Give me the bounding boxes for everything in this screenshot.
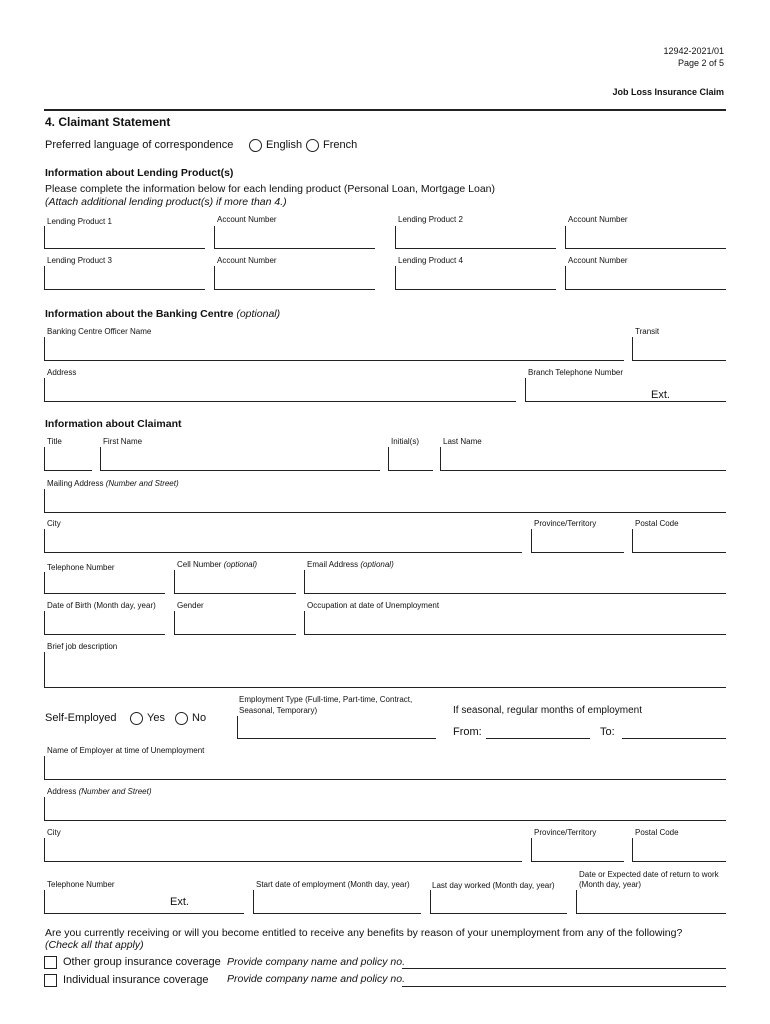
email-label	[307, 560, 394, 569]
employer-province-field[interactable]	[531, 838, 624, 862]
other-group-policy-field[interactable]	[402, 955, 726, 969]
french-radio[interactable]	[306, 139, 319, 152]
provide-policy-label-2: Provide company name and policy no.	[227, 973, 406, 985]
employer-postal-code-field[interactable]	[632, 838, 726, 862]
initials-label: Initial(s)	[391, 437, 420, 446]
last-name-field[interactable]	[440, 447, 726, 471]
employer-ext-label: Ext.	[170, 896, 189, 908]
lending-product-2-field[interactable]	[395, 226, 556, 249]
page-number: Page 2 of 5	[677, 58, 724, 68]
individual-policy-field[interactable]	[402, 973, 726, 987]
lending-note: (Attach additional lending product(s) if more than 4.)	[45, 196, 287, 208]
section-divider	[44, 109, 726, 111]
bank-address-field[interactable]	[44, 378, 516, 402]
section-heading: 4. Claimant Statement	[45, 115, 171, 129]
dob-field[interactable]	[44, 611, 165, 635]
mailing-address-label	[47, 479, 179, 488]
employer-address-hint: (Number and Street)	[78, 787, 152, 796]
employer-province-label: Province/Territory	[534, 828, 597, 837]
individual-insurance-checkbox[interactable]	[44, 974, 57, 987]
to-label: To:	[600, 726, 615, 738]
dob-label: Date of Birth (Month day, year)	[47, 601, 156, 610]
branch-phone-field[interactable]	[525, 378, 726, 402]
account-number-1-label: Account Number	[217, 215, 277, 224]
self-employed-no-radio[interactable]	[175, 712, 188, 725]
return-date-label-2: (Month day, year)	[579, 880, 642, 889]
branch-phone-label: Branch Telephone Number	[528, 368, 624, 377]
bank-address-label: Address	[47, 368, 77, 377]
banking-heading-text: Information about the Banking Centre	[45, 308, 234, 320]
province-label: Province/Territory	[534, 519, 597, 528]
english-label: English	[266, 139, 303, 151]
benefits-question: Are you currently receiving or will you become entitled to receive any benefits by reason of your unemployment from any of the following?	[45, 927, 683, 939]
city-label: City	[47, 519, 61, 528]
officer-name-label: Banking Centre Officer Name	[47, 327, 152, 336]
email-optional: (optional)	[360, 560, 394, 569]
employer-address-label	[47, 787, 152, 796]
french-label: French	[323, 139, 358, 151]
first-name-label: First Name	[103, 437, 143, 446]
lending-instruction: Please complete the information below for each lending product (Personal Loan, Mortgage Loan)	[45, 183, 496, 195]
employer-name-label: Name of Employer at time of Unemployment	[47, 746, 205, 755]
from-field[interactable]	[486, 725, 590, 739]
province-field[interactable]	[531, 529, 624, 553]
to-field[interactable]	[622, 725, 726, 739]
employment-type-label-2: Seasonal, Temporary)	[239, 706, 318, 715]
employer-city-field[interactable]	[44, 838, 522, 862]
lending-product-1-label: Lending Product 1	[47, 217, 112, 226]
provide-policy-label-1: Provide company name and policy no.	[227, 956, 406, 968]
claimant-heading: Information about Claimant	[45, 418, 182, 430]
lending-product-4-label: Lending Product 4	[398, 256, 463, 265]
employer-telephone-field[interactable]	[44, 890, 244, 914]
individual-insurance-label: Individual insurance coverage	[63, 974, 209, 986]
mailing-address-hint: (Number and Street)	[105, 479, 179, 488]
return-date-field[interactable]	[576, 890, 726, 914]
cell-label	[177, 560, 257, 569]
postal-code-field[interactable]	[632, 529, 726, 553]
employment-type-field[interactable]	[237, 716, 436, 739]
from-label: From:	[453, 726, 482, 738]
form-code: 12942-2021/01	[663, 46, 724, 56]
job-description-field[interactable]	[44, 652, 726, 688]
job-description-label: Brief job description	[47, 642, 118, 651]
lending-product-4-field[interactable]	[395, 266, 556, 290]
title-field[interactable]	[44, 447, 92, 471]
seasonal-label: If seasonal, regular months of employment	[453, 705, 642, 716]
account-number-2-field[interactable]	[565, 226, 726, 249]
account-number-2-label: Account Number	[568, 215, 628, 224]
banking-heading-optional: (optional)	[236, 308, 281, 320]
title-label: Title	[47, 437, 62, 446]
employer-postal-code-label: Postal Code	[635, 828, 679, 837]
telephone-label: Telephone Number	[47, 563, 115, 572]
officer-name-field[interactable]	[44, 337, 624, 361]
lending-product-2-label: Lending Product 2	[398, 215, 463, 224]
branch-ext-label: Ext.	[651, 389, 670, 401]
email-label-text: Email Address	[307, 560, 359, 569]
gender-field[interactable]	[174, 611, 296, 635]
last-day-label: Last day worked (Month day, year)	[432, 881, 555, 890]
lending-product-3-field[interactable]	[44, 266, 205, 290]
postal-code-label: Postal Code	[635, 519, 679, 528]
document-title: Job Loss Insurance Claim	[612, 87, 724, 97]
mailing-address-field[interactable]	[44, 489, 726, 513]
first-name-field[interactable]	[100, 447, 380, 471]
other-group-insurance-label: Other group insurance coverage	[63, 956, 221, 968]
employer-telephone-label: Telephone Number	[47, 880, 115, 889]
account-number-4-field[interactable]	[565, 266, 726, 290]
transit-label: Transit	[635, 327, 660, 336]
lending-heading: Information about Lending Product(s)	[45, 167, 234, 179]
banking-heading	[45, 308, 280, 320]
account-number-4-label: Account Number	[568, 256, 628, 265]
employer-name-field[interactable]	[44, 756, 726, 780]
cell-field[interactable]	[174, 570, 296, 594]
self-employed-label: Self-Employed	[45, 712, 117, 724]
cell-label-text: Cell Number	[177, 560, 222, 569]
occupation-label: Occupation at date of Unemployment	[307, 601, 440, 610]
self-employed-yes-label: Yes	[147, 712, 165, 724]
account-number-3-field[interactable]	[214, 266, 375, 290]
other-group-insurance-checkbox[interactable]	[44, 956, 57, 969]
account-number-3-label: Account Number	[217, 256, 277, 265]
self-employed-no-label: No	[192, 712, 207, 724]
transit-field[interactable]	[632, 337, 726, 361]
email-field[interactable]	[304, 570, 726, 594]
start-date-label: Start date of employment (Month day, year)	[256, 880, 410, 889]
initials-field[interactable]	[388, 447, 433, 471]
employment-type-label-1: Employment Type (Full-time, Part-time, Contract,	[239, 695, 413, 704]
lending-product-1-field[interactable]	[44, 226, 205, 249]
english-radio[interactable]	[249, 139, 262, 152]
gender-label: Gender	[177, 601, 204, 610]
account-number-1-field[interactable]	[214, 226, 375, 249]
employer-address-field[interactable]	[44, 797, 726, 821]
last-day-field[interactable]	[430, 890, 567, 914]
employer-city-label: City	[47, 828, 61, 837]
last-name-label: Last Name	[443, 437, 482, 446]
cell-optional: (optional)	[223, 560, 258, 569]
occupation-field[interactable]	[304, 611, 726, 635]
lending-product-3-label: Lending Product 3	[47, 256, 112, 265]
start-date-field[interactable]	[253, 890, 421, 914]
employer-address-text: Address	[47, 787, 77, 796]
return-date-label-1: Date or Expected date of return to work	[579, 870, 719, 879]
check-all-note: (Check all that apply)	[45, 939, 144, 951]
telephone-field[interactable]	[44, 572, 165, 594]
mailing-address-text: Mailing Address	[47, 479, 104, 488]
preferred-language-label: Preferred language of correspondence	[45, 139, 234, 151]
city-field[interactable]	[44, 529, 522, 553]
self-employed-yes-radio[interactable]	[130, 712, 143, 725]
